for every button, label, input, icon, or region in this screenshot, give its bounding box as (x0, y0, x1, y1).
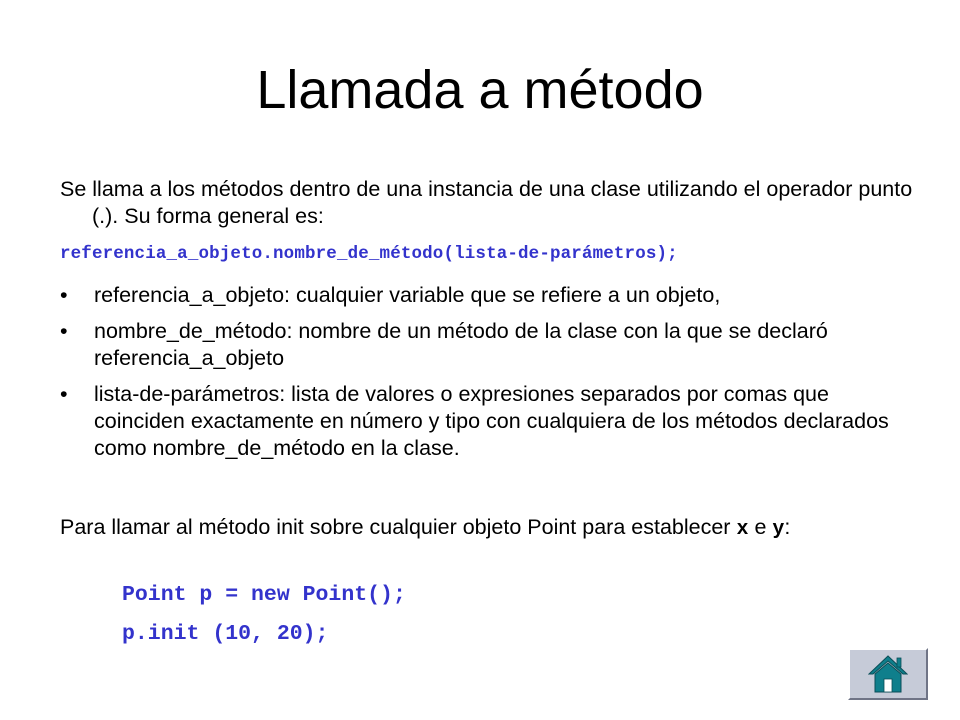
example-text: Para llamar al método init sobre cualquier objeto Point para establecer (60, 515, 731, 539)
bullet-item (60, 282, 910, 309)
var-x: x (736, 518, 749, 541)
bullet-text: nombre_de_método: nombre de un método de la clase con la que se declaró referencia_a_objeto (94, 319, 828, 370)
bullet-item (60, 318, 910, 372)
bullet-list (60, 282, 910, 471)
bullet-item (60, 381, 910, 462)
example-paragraph (60, 514, 942, 543)
colon: : (784, 515, 791, 539)
intro-paragraph (60, 176, 942, 230)
intro-text: Se llama a los métodos dentro de una instancia de una clase utilizando el operador punto (.). Su forma general es: (60, 177, 913, 228)
code-line-2: p.init (10, 20); (122, 622, 329, 646)
bullet-dot-icon: • (60, 382, 68, 406)
bullet-dot-icon: • (60, 283, 68, 307)
home-button[interactable] (848, 648, 928, 700)
var-y: y (772, 518, 785, 541)
code-line-1: Point p = new Point(); (122, 583, 406, 607)
home-icon (868, 654, 908, 696)
bullet-text: referencia_a_objeto: cualquier variable que se refiere a un objeto, (94, 283, 721, 307)
bullet-text: lista-de-parámetros: lista de valores o expresiones separados por comas que coinciden exactamente en número y tipo con cualquiera de los métodos declarados como nombre_de_método en la clase. (94, 382, 889, 460)
bullet-dot-icon: • (60, 319, 68, 343)
syntax-line: referencia_a_objeto.nombre_de_método(lista-de-parámetros); (60, 244, 678, 264)
slide-title: Llamada a método (256, 60, 704, 120)
conjunction: e (748, 515, 773, 539)
